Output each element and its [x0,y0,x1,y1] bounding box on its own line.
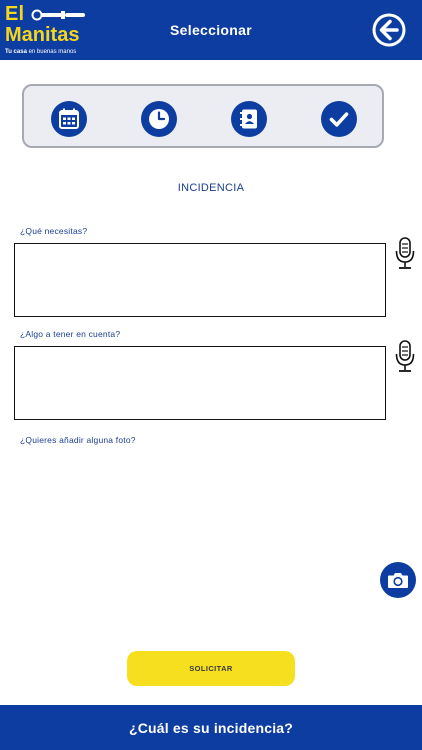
check-icon [321,101,357,137]
logo-text-el: El [5,3,25,25]
wizard-steps [22,84,384,148]
notes-textarea[interactable] [14,346,386,420]
back-button[interactable] [371,12,407,48]
logo-text-manitas: Manitas [5,24,80,46]
contact-book-icon [231,101,267,137]
microphone-icon[interactable] [394,236,416,272]
step-confirm[interactable] [321,101,357,137]
need-textarea[interactable] [14,243,386,317]
photo-label: ¿Quieres añadir alguna foto? [20,435,136,445]
notes-label: ¿Algo a tener en cuenta? [20,329,121,339]
page-title: Seleccionar [170,22,252,38]
step-time[interactable] [141,101,177,137]
submit-button[interactable]: SOLICITAR [127,651,295,686]
logo-tagline [5,49,76,56]
microphone-icon[interactable] [394,339,416,375]
section-title: INCIDENCIA [177,182,245,194]
camera-icon [380,562,416,598]
footer-bar [0,705,422,750]
camera-button[interactable] [380,562,416,598]
logo-tagline-bold: Tu casa [5,49,27,55]
clock-icon [141,101,177,137]
app-header [0,0,422,60]
step-date[interactable] [51,101,87,137]
logo-tagline-rest: en buenas manos [26,49,77,55]
step-contact[interactable] [231,101,267,137]
footer-prompt: ¿Cuál es su incidencia? [128,720,294,736]
calendar-icon [51,101,87,137]
arrow-left-circle-icon [371,12,407,48]
need-label: ¿Qué necesitas? [20,226,88,236]
